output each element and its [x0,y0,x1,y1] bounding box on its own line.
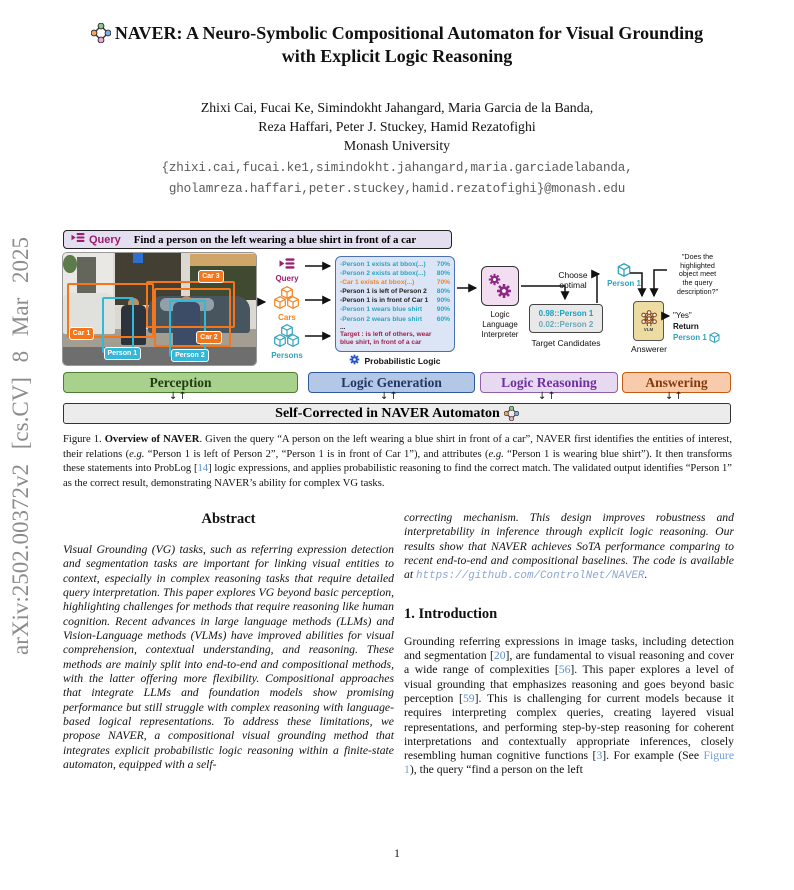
citation-link[interactable]: 20 [493,649,506,663]
candidate-2: 0.02::Person 2 [538,319,594,329]
paper-title [40,22,754,68]
figure-1 [63,230,731,424]
bbox-label-person2: Person 2 [171,349,209,362]
updown-arrows-icon: ↓↑ [665,391,684,402]
naver-logo-icon [91,23,115,43]
bbox-label-car1: Car 1 [69,327,95,340]
email-line2: gholamreza.haffari,peter.stuckey,hamid.rezatofighi}@monash.edu [168,182,626,196]
updown-arrows-icon: ↓↑ [380,391,399,402]
statement-row: -Person 1 exists at bbox(...) 70% [340,261,450,268]
abstract-heading: Abstract [201,511,256,527]
statements-ellipsis: ... [340,323,346,331]
probabilistic-logic [331,354,459,367]
affiliation: Monash University [343,138,451,153]
return-label: Return [673,322,699,331]
gears-icon [487,272,513,300]
title-line2: with Explicit Logic Reasoning [281,46,513,66]
cube-icon [709,332,720,343]
statements-box [335,256,455,352]
arxiv-watermark: arXiv:2502.00372v2 [cs.CV] 8 Mar 2025 [8,236,33,655]
right-column [404,511,734,778]
scene-photo [63,253,256,365]
statement-row: -Person 2 wears blue shirt 60% [340,315,450,323]
person1-label: Person 1 [607,279,641,288]
logic-language-interpreter-label: Logic Language Interpreter [481,310,519,339]
query-bar-label: Query [89,233,121,246]
query-text: Find a person on the left wearing a blue shirt in front of a car [133,233,417,246]
stage-logic-generation: Logic Generation [308,372,475,393]
photo-road [63,347,256,365]
updown-arrows-icon: ↓↑ [538,391,557,402]
statement-row: -Person 1 is in front of Car 1 90% [340,297,450,305]
naver-logo-icon [504,406,519,421]
target-statement-line1: Target : is left of others, wear [340,330,432,338]
entity-label-query: Query [275,274,299,283]
bbox-label-car2: Car 2 [196,331,222,344]
code-url-link[interactable]: https://github.com/ControlNet/NAVER [416,570,645,583]
stage-logic-reasoning: Logic Reasoning [480,372,618,393]
cube-icon [617,263,631,277]
citation-link[interactable]: 14 [197,463,209,475]
candidate-1: 0.98::Person 1 [538,308,594,318]
abstract-text: Visual Grounding (VG) tasks, such as referring expression detection and segmentation tasks are important for linking visual entities to context, especially in complex reasoning tasks that require detailed query interpretation. This paper explores VG beyond basic perception, highlighting challenges for methods that require reasoning like human cognition. Recent advances in large language methods (LLMs) and Vision-Language methods (VLMs) have improved abilities for visual comprehension, contextual understanding, and reasoning. These methods are mainly split into end-to-end and compositional methods, with the latter offering more flexibility. Compositional approaches that integrate LLMs and foundation models show promising performance but still struggle with complex reasoning with language-based logical representations. To address these limitations, we propose NAVER, a compositional visual grounding method that integrates explicit probabilistic logic reasoning within a finite-state automaton, equipped with a self- [63,543,394,772]
photo-shop-sign [190,254,256,266]
return-value: Person 1 [673,332,720,343]
title-line1: NAVER: A Neuro-Symbolic Compositional Automaton for Visual Grounding [114,23,704,43]
authors-line1: Zhixi Cai, Fucai Ke, Simindokht Jahangard, Maria Garcia de la Banda, [200,100,594,115]
figure-caption: Figure 1. Overview of NAVER. Given the query “A person on the left wearing a blue shirt in front of a car”, NAVER first identifies the entities of interest, their relations (e.g. “Person 1 is left of Person 2”, “Person 1 is in front of Car 1”), and attributes (e.g. “Person 1 is wearing blue shirt”). It then transforms these statements into ProbLog [14] logic expressions, and applies probabilistic reasoning to find the correct match. The validated output identifies “Person 1” as the correct result, demonstrating NAVER’s ability for complex VG tasks. [63,434,733,489]
probabilistic-logic-label: Probabilistic Logic [364,355,441,366]
introduction-paragraph: Grounding referring expressions in image tasks, including detection and segmentation [20], are fundamental to visual reasoning and cover a wide range of complexities [56]. This paper explores a level of visual grounding that emphasizes reasoning and goes beyond basic perception [59]. This is challenging for current models because it requires interpreting complex queries, creating layered visual representations, and performing step-by-step reasoning for coherent interpretations and contextually appropriate inferences, closely resembling human cognitive functions [3]. For example (See Figure 1), the query “find a person on the left [404,634,735,777]
email-block [60,158,734,200]
bbox-person1 [102,297,135,353]
citation-link[interactable]: 56 [558,663,571,677]
target-statement-line2: blue shirt, in front of a car [340,339,422,347]
person1-node [603,263,645,288]
figure-link[interactable]: Figure 1 [404,749,735,777]
introduction-heading: 1. Introduction [404,605,498,622]
target-candidates-label: Target Candidates [531,338,601,348]
answerer-label: Answerer [631,344,667,354]
text-segment: e.g. [488,448,504,460]
vlm-question: "Does the highlighted object meet the query description?" [676,252,719,296]
citation-link[interactable]: 3 [596,749,603,763]
photo-plant [63,255,77,273]
vlm-label: VLM [643,327,654,332]
cubes-icon [273,286,301,310]
bbox-label-person1: Person 1 [104,347,142,360]
updown-arrows-icon: ↓↑ [169,391,188,402]
photo-street-sign [133,253,143,263]
page-number: 1 [394,848,400,860]
statement-row: -Car 1 exists at bbox(...) 70% [340,279,450,287]
statement-row: -Person 2 exists at bbox(...) 80% [340,270,450,278]
stage-perception: Perception [63,372,298,393]
bbox-label-car3: Car 3 [198,270,224,283]
left-column [63,511,394,773]
entity-icon-cars [267,286,307,322]
authors-line2: Reza Haffari, Peter J. Stuckey, Hamid Rezatofighi [258,119,536,134]
query-icon [71,231,85,249]
statement-row: -Person 1 is left of Person 2 80% [340,288,450,296]
entity-icon-query [267,256,307,283]
email-line1: {zhixi.cai,fucai.ke1,simindokht.jahangard,maria.garciadelabanda, [161,161,633,175]
entity-label-cars: Cars [278,313,296,322]
playlist-icon [278,256,296,271]
yes-answer: "Yes" [673,311,692,320]
entity-icon-persons [267,324,307,360]
entity-label-persons: Persons [271,351,303,360]
self-corrected-bar [63,403,731,424]
cubes-icon [273,324,301,348]
author-block [60,98,734,155]
answerer-box [633,301,664,341]
logic-language-interpreter-box [481,266,519,306]
text-segment: e.g. [129,448,145,460]
statement-row: -Person 1 wears blue shirt 90% [340,306,450,314]
choose-optimal-label: Choose optimal [558,270,588,290]
self-corrected-label: Self-Corrected in NAVER Automaton [275,405,500,421]
abstract-text-continued: correcting mechanism. This design improves robustness and interpretability in inference through explicit logic reasoning. Our results show that NAVER achieves SoTA performance comparing to recent end-to-end and compositional baselines. The code is available at https://github.com/ControlNet/NAVER. [404,511,734,583]
citation-link[interactable]: 59 [462,691,475,705]
neural-net-icon [640,310,657,326]
target-candidates-box [529,304,603,333]
query-bar [63,230,452,249]
stage-answering: Answering [622,372,731,393]
text-segment: Overview of NAVER [104,434,200,445]
gear-icon [349,354,360,367]
